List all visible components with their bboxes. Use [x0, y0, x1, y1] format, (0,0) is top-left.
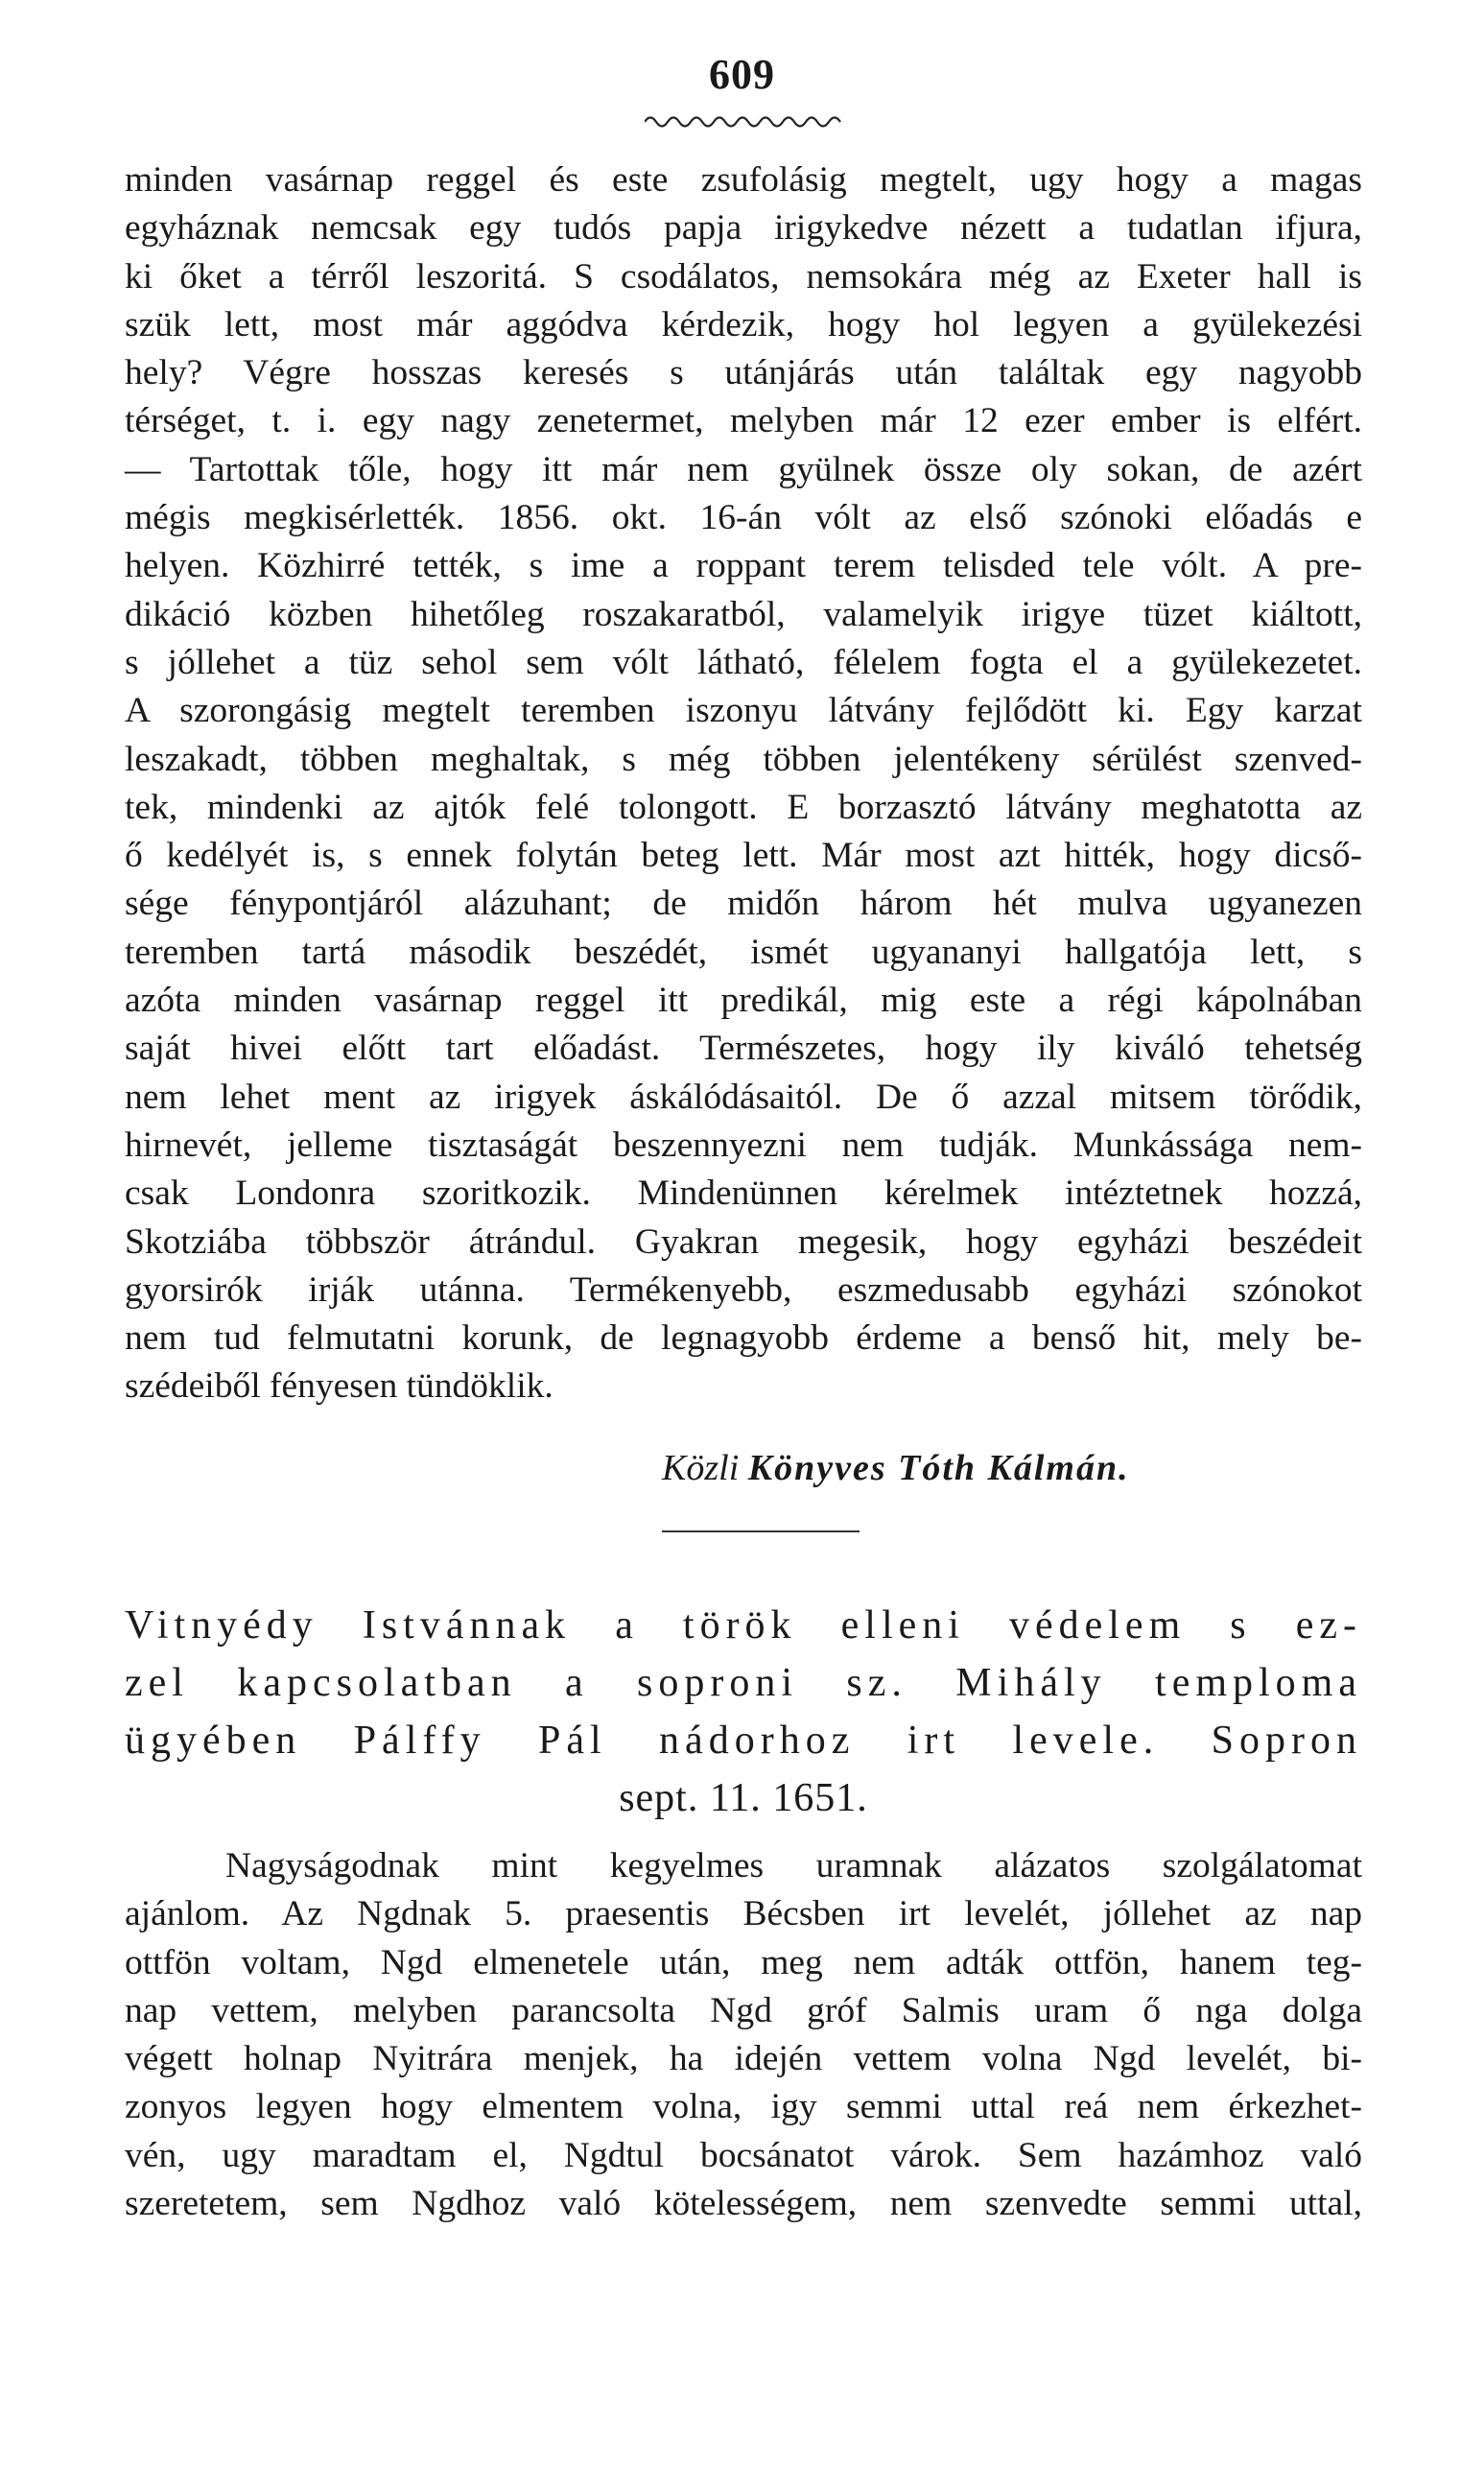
text-line: hirnevét, jelleme tisztaságát beszennyezni nem tudják. Munkássága nem- [125, 1125, 1362, 1165]
text-line: saját hivei előtt tart előadást. Természetes, hogy ily kiváló tehetség [125, 1029, 1362, 1069]
heading-line: zel kapcsolatban a soproni sz. Mihály temploma [125, 1661, 1362, 1705]
wavy-ornament-icon [645, 113, 846, 130]
text-line: A szorongásig megtelt teremben iszonyu látvány fejlődött ki. Egy karzat [125, 691, 1362, 731]
text-line: teremben tartá második beszédét, ismét ugyananyi hallgatója lett, s [125, 932, 1362, 972]
text-line: tek, mindenki az ajtók felé tolongott. E borzasztó látvány meghatotta az [125, 787, 1362, 827]
text-line: szédeiből fényesen tündöklik. [125, 1366, 554, 1407]
text-line: minden vasárnap reggel és este zsufolásig megtelt, ugy hogy a magas [125, 160, 1362, 200]
signature [662, 1447, 1130, 1489]
text-line: csak Londonra szoritkozik. Mindenünnen kérelmek intéztetnek hozzá, [125, 1174, 1362, 1214]
text-line: azóta minden vasárnap reggel itt predikál, mig este a régi kápolnában [125, 981, 1362, 1021]
text-line: Nagyságodnak mint kegyelmes uramnak alázatos szolgálatomat [225, 1846, 1362, 1885]
text-line: leszakadt, többen meghaltak, s még többen jelentékeny sérülést szenved- [125, 739, 1362, 779]
heading-line: Vitnyédy Istvánnak a török elleni védelem s ez- [125, 1603, 1362, 1648]
text-line: dikáció közben hihetőleg roszakaratból, valamelyik irigye tüzet kiáltott, [125, 594, 1362, 634]
signature-name: Könyves Tóth Kálmán. [747, 1448, 1130, 1488]
signature-prefix: Közli [662, 1448, 740, 1488]
text-line: s jóllehet a tüz sehol sem vólt látható, félelem fogta el a gyülekezetet. [125, 642, 1362, 682]
text-line: zonyos legyen hogy elmentem volna, igy semmi uttal reá nem érkezhet- [125, 2087, 1362, 2127]
page-number: 609 [709, 51, 775, 98]
text-line: mégis megkisérlették. 1856. okt. 16-án vólt az első szónoki előadás e [125, 498, 1362, 538]
heading-date: sept. 11. 1651. [619, 1776, 868, 1820]
text-line: helyen. Közhirré tették, s ime a roppant terem telisded tele vólt. A pre- [125, 546, 1362, 586]
text-line: Skotziába többször átrándul. Gyakran megesik, hogy egyházi beszédeit [125, 1221, 1362, 1262]
text-line: ki őket a térről leszoritá. S csodálatos, nemsokára még az Exeter hall is [125, 256, 1362, 296]
heading-line: ügyében Pálffy Pál nádorhoz irt levele. Sopron [125, 1719, 1362, 1763]
section-divider [662, 1530, 860, 1532]
text-line: — Tartottak tőle, hogy itt már nem gyülnek össze oly sokan, de azért [125, 449, 1362, 489]
text-line: végett holnap Nyitrára menjek, ha idején vettem volna Ngd levelét, bi- [125, 2039, 1362, 2079]
text-line: egyháznak nemcsak egy tudós papja irigykedve nézett a tudatlan ifjura, [125, 208, 1362, 249]
article-heading [125, 1597, 1362, 1827]
text-line: gyorsirók irják utánna. Termékenyebb, eszmedusabb egyházi szónokot [125, 1269, 1362, 1310]
text-line: nap vettem, melyben parancsolta Ngd gróf Salmis uram ő nga dolga [125, 1990, 1362, 2030]
text-line: ottfön voltam, Ngd elmenetele után, meg nem adták ottfön, hanem teg- [125, 1942, 1362, 1982]
text-line: sége fénypontjáról alázuhant; de midőn három hét mulva ugyanezen [125, 884, 1362, 924]
text-line: szük lett, most már aggódva kérdezik, hogy hol legyen a gyülekezési [125, 304, 1362, 344]
text-line: hely? Végre hosszas keresés s utánjárás után találtak egy nagyobb [125, 353, 1362, 393]
text-line: térséget, t. i. egy nagy zenetermet, melyben már 12 ezer ember is elfért. [125, 401, 1362, 441]
letter-text [125, 1842, 1362, 2228]
text-line: ő kedélyét is, s ennek folytán beteg lett. Már most azt hitték, hogy dicső- [125, 836, 1362, 876]
text-line: nem tud felmutatni korunk, de legnagyobb érdeme a benső hit, mely be- [125, 1318, 1362, 1359]
text-line: ajánlom. Az Ngdnak 5. praesentis Bécsben irt levelét, jóllehet az nap [125, 1894, 1362, 1934]
article-text [125, 156, 1362, 1411]
text-line: nem lehet ment az irigyek áskálódásaitól. De ő azzal mitsem törődik, [125, 1077, 1362, 1117]
text-line: vén, ugy maradtam el, Ngdtul bocsánatot várok. Sem hazámhoz való [125, 2135, 1362, 2175]
text-line: szeretetem, sem Ngdhoz való kötelességem, nem szenvedte semmi uttal, [125, 2184, 1362, 2224]
